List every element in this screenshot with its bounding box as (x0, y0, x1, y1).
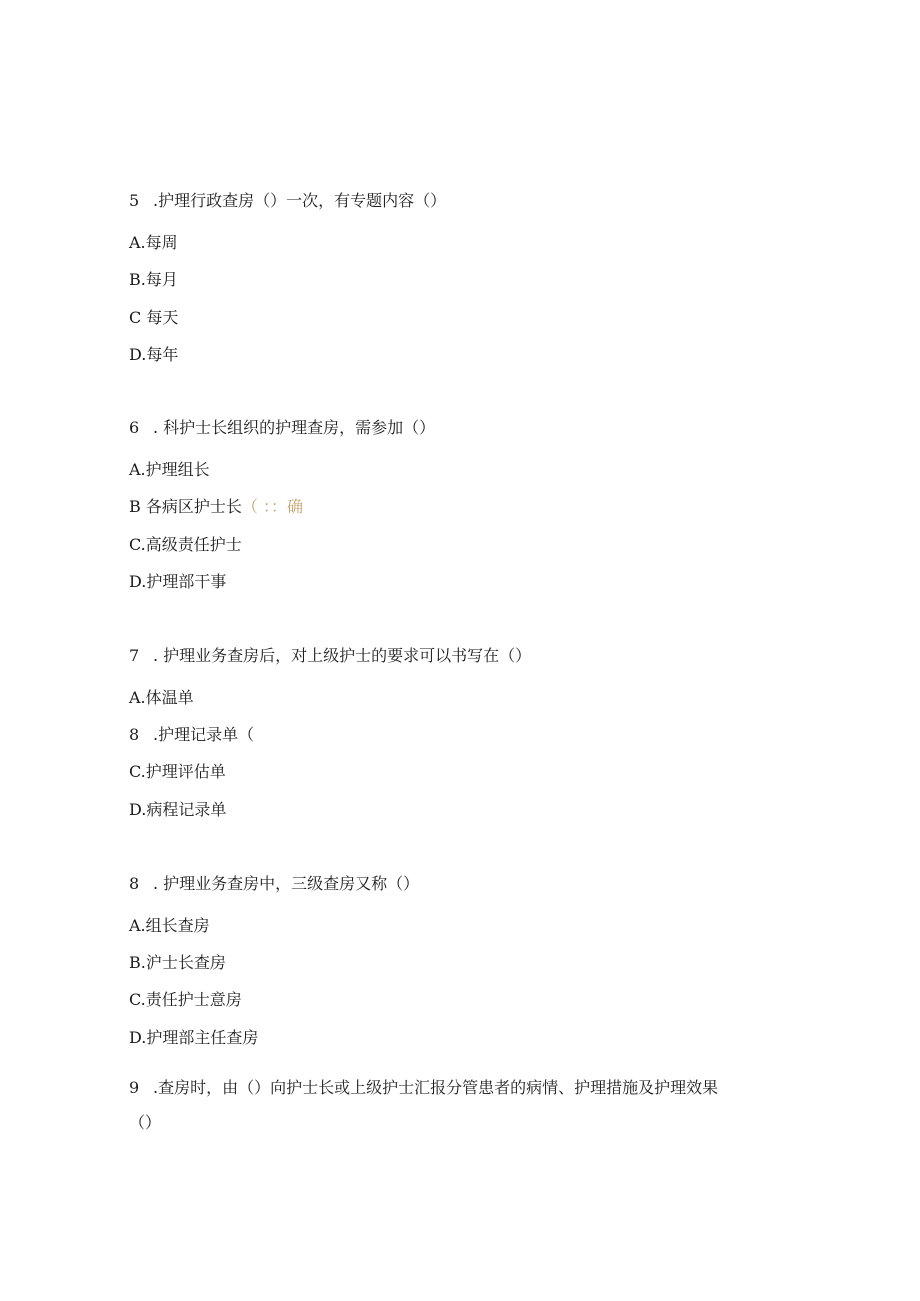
option-number: 8 (129, 725, 140, 744)
question-9-stem-continued: （） (129, 1113, 162, 1132)
option-c: C 每天 (129, 308, 179, 327)
option-b (129, 497, 303, 517)
question-text: . 科护士长组织的护理查房，需参加（） (153, 418, 436, 437)
option-d: D.护理部干事 (129, 572, 227, 591)
question-9-stem (129, 1078, 718, 1098)
question-number: 7 (129, 646, 140, 665)
question-number: 9 (129, 1078, 140, 1097)
question-text: .护理行政查房（）一次，有专题内容（） (153, 191, 447, 210)
option-a: A.每周 (129, 233, 178, 252)
option-c: C.高级责任护士 (129, 535, 242, 554)
option-text: .护理记录单（ (153, 725, 255, 744)
option-b: B.沪士长查房 (129, 953, 226, 972)
option-b: B.每月 (129, 270, 178, 289)
option-d: D.护理部主任查房 (129, 1028, 259, 1047)
question-7-stem (129, 646, 531, 666)
option-c: C.责任护士意房 (129, 990, 242, 1009)
option-a: A.体温单 (129, 688, 194, 707)
question-5-stem (129, 191, 446, 211)
stray-mark-text: （ ：：确 (241, 497, 303, 516)
option-a: A.组长查房 (129, 916, 210, 935)
question-text: .查房时，由（）向护士长或上级护士汇报分管患者的病情、护理措施及护理效果 (153, 1078, 719, 1097)
question-text: . 护理业务查房中，三级查房又称（） (153, 874, 420, 893)
question-number: 5 (129, 191, 140, 210)
question-8-stem (129, 874, 419, 894)
option-a: A.护理组长 (129, 460, 210, 479)
question-number: 8 (129, 874, 140, 893)
question-number: 6 (129, 418, 140, 437)
option-c: C.护理评估单 (129, 762, 226, 781)
option-b (129, 725, 254, 745)
question-text: . 护理业务查房后，对上级护士的要求可以书写在（） (153, 646, 532, 665)
option-text: B 各病区护士长 (129, 497, 242, 516)
option-d: D.每年 (129, 345, 179, 364)
question-6-stem (129, 418, 435, 438)
option-d: D.病程记录单 (129, 800, 227, 819)
